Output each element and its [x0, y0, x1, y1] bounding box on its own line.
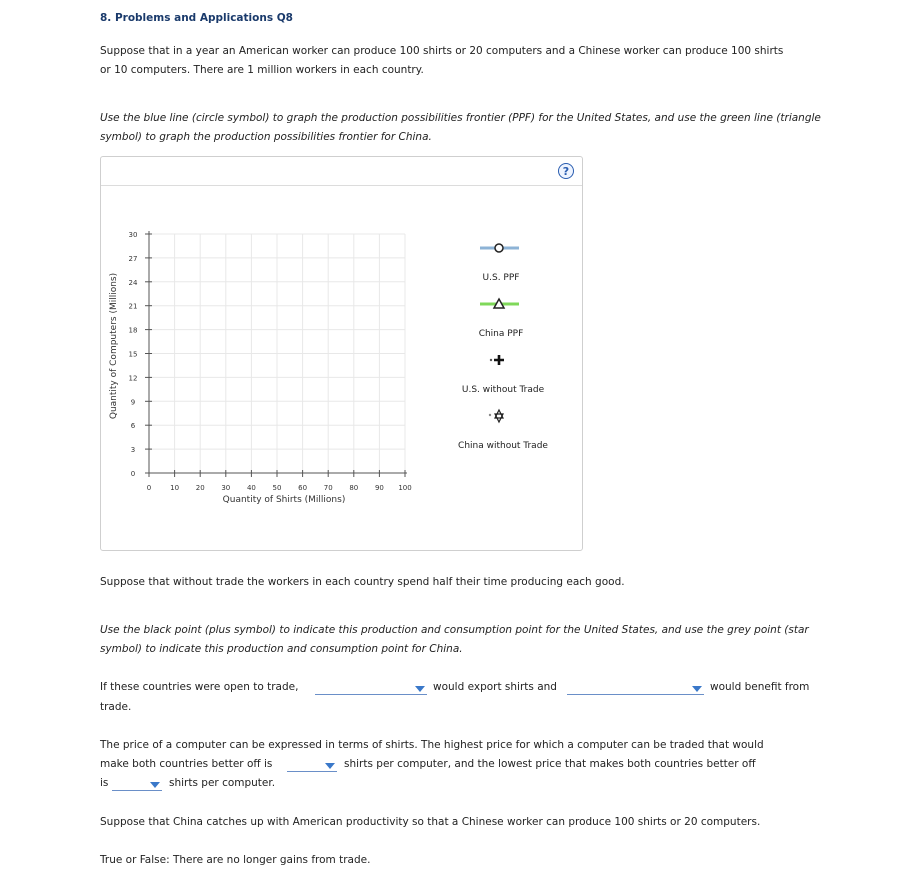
exporter-dropdown[interactable] — [315, 683, 427, 695]
x-tick-label: 40 — [246, 484, 256, 492]
legend-china-without-trade[interactable] — [458, 410, 548, 451]
x-tick-label: 20 — [195, 484, 205, 492]
beneficiary-dropdown[interactable] — [567, 683, 704, 695]
legend-china-ppf[interactable] — [479, 299, 524, 339]
y-tick-label: 27 — [128, 254, 138, 263]
trade-question-mid: would export shirts and — [433, 681, 557, 693]
dot-icon — [490, 359, 492, 361]
x-tick-label: 0 — [146, 484, 152, 492]
catch-up-text: Suppose that China catches up with American productivity so that a Chinese worker can produce 100 shirts or 20 computers. — [100, 816, 761, 828]
x-tick-label: 60 — [298, 484, 308, 492]
dot-icon — [489, 414, 491, 416]
price-question-line-2-pre: make both countries better off is — [100, 758, 273, 770]
x-tick-label: 30 — [221, 484, 231, 492]
plus-icon — [494, 355, 504, 365]
point-instruction — [100, 621, 830, 659]
legend-us-ppf[interactable] — [480, 244, 519, 283]
chevron-down-icon — [415, 686, 425, 692]
graph-instruction-line-2: symbol) to graph the production possibilities frontier for China. — [100, 131, 432, 143]
chevron-down-icon — [692, 686, 702, 692]
graph-area[interactable] — [100, 184, 583, 550]
x-tick-label: 10 — [170, 484, 180, 492]
graph-instruction — [100, 109, 830, 147]
y-tick-label: 15 — [128, 350, 138, 359]
price-question-line-2-post: shirts per computer, and the lowest price that makes both countries better off — [344, 758, 756, 770]
graph-header — [101, 157, 582, 186]
y-tick-label: 18 — [128, 326, 138, 335]
y-tick-label: 30 — [128, 231, 138, 239]
intro-paragraph — [100, 42, 830, 80]
help-icon[interactable]: ? — [558, 163, 574, 179]
point-instruction-line-1: Use the black point (plus symbol) to indicate this production and consumption point for the United States, and use the grey point (star — [100, 624, 809, 636]
no-trade-text: Suppose that without trade the workers in each country spend half their time producing each good. — [100, 576, 625, 588]
legend-us-without-trade[interactable] — [462, 355, 545, 395]
lowest-price-dropdown[interactable] — [112, 779, 162, 791]
y-tick-label: 0 — [130, 470, 136, 478]
legend-china-ppf-label: China PPF — [478, 329, 524, 339]
x-tick-label: 50 — [272, 484, 282, 492]
intro-line-1: Suppose that in a year an American worker can produce 100 shirts or 20 computers and a Chinese worker can produce 100 shirts — [100, 45, 784, 57]
intro-line-2: or 10 computers. There are 1 million workers in each country. — [100, 64, 424, 76]
true-false-question: True or False: There are no longer gains from trade. — [100, 854, 371, 866]
legend-us-without-trade-label: U.S. without Trade — [461, 385, 545, 395]
x-tick-label: 70 — [323, 484, 333, 492]
graph-instruction-line-1: Use the blue line (circle symbol) to graph the production possibilities frontier (PPF) for the United States, and use the green line (triangle — [100, 112, 821, 124]
point-instruction-line-2: symbol) to indicate this production and consumption point for China. — [100, 643, 463, 655]
x-tick-label: 80 — [349, 484, 359, 492]
y-tick-label: 9 — [130, 398, 136, 407]
x-tick-label: 100 — [398, 484, 412, 492]
trade-question-line-2: trade. — [100, 701, 132, 713]
legend-us-ppf-label: U.S. PPF — [482, 273, 520, 283]
y-tick-label: 6 — [130, 422, 136, 431]
price-question-line-3-post: shirts per computer. — [169, 777, 276, 789]
trade-question-pre: If these countries were open to trade, — [100, 681, 299, 693]
chevron-down-icon — [150, 782, 160, 788]
y-tick-label: 12 — [128, 374, 138, 383]
price-question-line-3-pre: is — [100, 777, 109, 789]
highest-price-dropdown[interactable] — [287, 760, 337, 772]
price-question-line-1: The price of a computer can be expressed in terms of shirts. The highest price for which a computer can be traded that would — [100, 739, 764, 751]
x-tick-label: 90 — [374, 484, 384, 492]
trade-question-post: would benefit from — [710, 681, 810, 693]
y-tick-label: 24 — [128, 278, 138, 287]
y-tick-label: 3 — [130, 446, 136, 455]
legend-china-without-trade-label: China without Trade — [458, 441, 548, 451]
x-axis-label: Quantity of Shirts (Millions) — [222, 495, 346, 505]
chevron-down-icon — [325, 763, 335, 769]
circle-icon — [495, 244, 503, 252]
y-tick-label: 21 — [128, 302, 138, 311]
y-axis-label: Quantity of Computers (Millions) — [109, 272, 119, 420]
question-title: 8. Problems and Applications Q8 — [100, 12, 293, 24]
